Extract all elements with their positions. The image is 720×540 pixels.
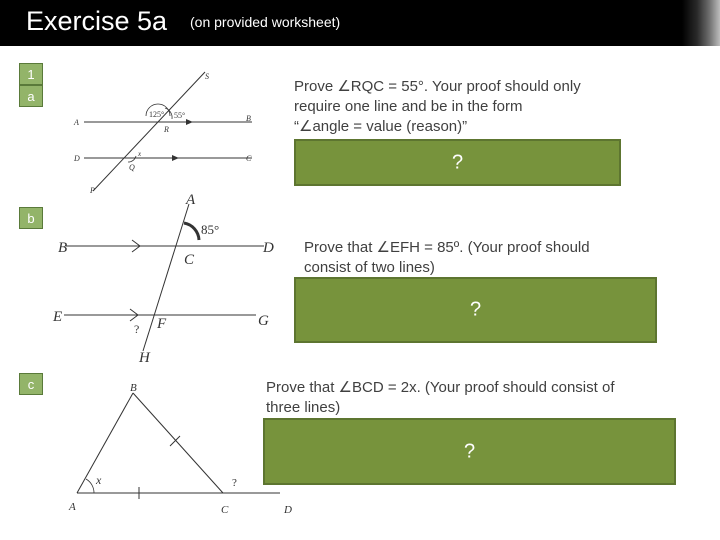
label-a: A <box>69 501 76 513</box>
label-b: B <box>130 382 137 394</box>
label-e: E <box>53 309 63 325</box>
label-d: D <box>263 240 274 256</box>
question-c-prompt <box>266 378 615 418</box>
angle-125: 125° <box>149 110 165 119</box>
label-r: R <box>164 125 169 134</box>
label-c: C <box>221 504 229 516</box>
angle-55: 55° <box>174 111 186 120</box>
label-f: F <box>157 316 167 332</box>
part-b-badge: b <box>19 207 43 229</box>
answer-placeholder: ? <box>451 151 464 173</box>
question-a-prompt <box>294 77 581 137</box>
label-c: C <box>184 252 195 268</box>
answer-placeholder: ? <box>463 440 476 462</box>
label-d: D <box>284 504 292 516</box>
diagram-a <box>60 66 280 202</box>
label-x: x <box>96 473 102 487</box>
label-h: H <box>139 350 150 366</box>
angle-85: 85° <box>201 222 220 237</box>
prompt-line: consist of two lines) <box>304 259 435 276</box>
label-s: S <box>205 72 209 81</box>
part-a-badge: a <box>19 85 43 107</box>
unknown-angle: ? <box>134 322 140 336</box>
prompt-line: Prove that ∠EFH = 85º. (Your proof should <box>304 239 590 256</box>
header-bar <box>0 0 720 46</box>
prompt-line: three lines) <box>266 399 341 416</box>
page-subtitle: (on provided worksheet) <box>190 14 341 30</box>
label-b: B <box>58 240 68 256</box>
prompt-line: Prove ∠RQC = 55°. Your proof should only <box>294 78 581 95</box>
label-a: A <box>186 192 196 208</box>
label-c: C <box>246 154 252 163</box>
answer-placeholder: ? <box>469 298 482 321</box>
label-g: G <box>258 313 269 329</box>
prompt-line: Prove that ∠BCD = 2x. (Your proof should consist of <box>266 379 615 396</box>
unknown-angle: ? <box>232 477 237 489</box>
label-d: D <box>74 154 80 163</box>
label-b: B <box>246 114 251 123</box>
page-title: Exercise 5a <box>26 6 168 36</box>
header-accent <box>682 0 720 46</box>
answer-box-c[interactable] <box>263 418 676 485</box>
question-number-badge: 1 <box>19 63 43 85</box>
part-c-badge: c <box>19 373 43 395</box>
label-a: A <box>74 118 79 127</box>
label-q: Q <box>129 163 135 172</box>
diagram-b <box>50 190 290 370</box>
prompt-line: “∠angle = value (reason)” <box>294 118 468 135</box>
prompt-line: require one line and be in the form <box>294 98 523 115</box>
answer-box-b[interactable] <box>294 277 657 343</box>
answer-box-a[interactable] <box>294 139 621 186</box>
label-x: x <box>138 150 142 158</box>
label-p: P <box>90 186 95 195</box>
question-b-prompt <box>304 238 590 278</box>
